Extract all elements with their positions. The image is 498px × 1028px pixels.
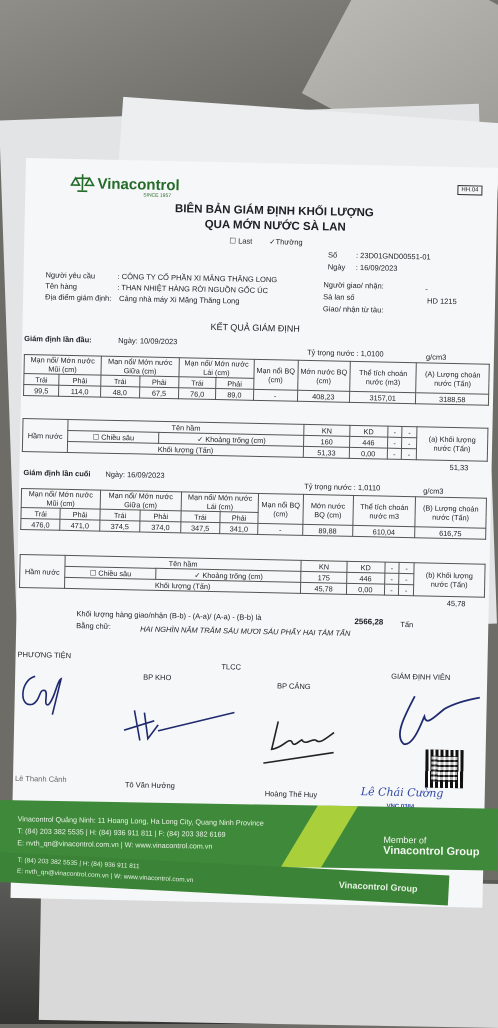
cell: - bbox=[402, 448, 417, 459]
cell: 67,5 bbox=[139, 387, 179, 399]
cell: 45,78 bbox=[301, 582, 347, 594]
cell: 76,0 bbox=[179, 388, 216, 400]
footer-phones: T: (84) 203 382 5535 | H: (84) 936 911 811 | F: (84) 203 382 6169 bbox=[17, 826, 226, 839]
cell: 446 bbox=[347, 572, 385, 584]
last-survey-label: Giám định lần cuối bbox=[23, 468, 91, 479]
cell: - bbox=[387, 426, 402, 437]
amount-in-words: HAI NGHÌN NĂM TRĂM SÁU MƯƠI SÁU PHẨY HAI TÁM TẤN bbox=[140, 624, 351, 638]
underlying-footer-phones: T: (84) 203 382 5535 | H: (84) 936 911 811 bbox=[17, 856, 140, 871]
goods-value: : THAN NHIỆT HÀNG RỜI NGUỒN GỐC ÚC bbox=[117, 282, 269, 296]
signature-port bbox=[253, 711, 354, 773]
vinacontrol-logo-icon bbox=[69, 173, 95, 194]
col-left: Trái bbox=[181, 511, 220, 523]
kd-header: KD bbox=[350, 425, 388, 437]
summary-value: 2566,28 bbox=[354, 616, 384, 627]
cell: 89,88 bbox=[302, 524, 353, 536]
header-mid: Mạn nổi/ Mớn nước Giữa (cm) bbox=[101, 356, 180, 377]
cell: 0,00 bbox=[349, 447, 387, 459]
cell: 408,23 bbox=[297, 390, 349, 402]
cell: 341,0 bbox=[219, 523, 258, 535]
footer-member bbox=[383, 835, 480, 859]
col-right: Phải bbox=[220, 512, 259, 524]
cell: - bbox=[402, 426, 417, 437]
cell: - bbox=[258, 523, 302, 535]
col-left: Trái bbox=[24, 374, 59, 386]
cell: 374,0 bbox=[140, 521, 181, 533]
header-displacement: (A) Lượng choán nước (Tấn) bbox=[416, 363, 489, 395]
col-left: Trái bbox=[179, 377, 216, 389]
last-density-unit: g/cm3 bbox=[423, 486, 444, 496]
ship-label: Giao/ nhận từ tàu: bbox=[322, 304, 384, 315]
cell: - bbox=[387, 437, 402, 448]
first-tank-table bbox=[22, 418, 489, 462]
signer-name-4: Lê Chái Cường bbox=[360, 785, 444, 800]
depth-option: ☐ Chiều sâu bbox=[65, 566, 157, 579]
report-number-label: Số bbox=[327, 250, 338, 260]
barge-value: HD 1215 bbox=[427, 296, 457, 307]
deliver-value: - bbox=[425, 284, 428, 294]
header-bow: Mạn nổi/ Mớn nước Mũi (cm) bbox=[24, 355, 101, 376]
cell: 471,0 bbox=[60, 519, 100, 531]
col-right: Phải bbox=[216, 378, 254, 390]
header-volume: Thể tích choán nước m3 bbox=[353, 495, 416, 526]
cell: - bbox=[253, 389, 297, 401]
first-water-mass: 51,33 bbox=[449, 462, 469, 473]
form-code: HH.04 bbox=[457, 185, 482, 196]
header-volume: Thể tích choán nước (m3) bbox=[350, 361, 417, 392]
cell: - bbox=[387, 448, 402, 459]
water-mass-label: (a) Khối lượng nước (Tấn) bbox=[416, 427, 488, 461]
header-bow: Mạn nổi/ Mớn nước Mũi (cm) bbox=[21, 488, 100, 509]
report-title-line1: BIÊN BẢN GIÁM ĐỊNH KHỐI LƯỢNG bbox=[174, 203, 374, 220]
cell: - bbox=[399, 573, 414, 584]
col-right: Phải bbox=[59, 374, 101, 386]
report-title-line2: QUA MỚN NƯỚC SÀ LAN bbox=[204, 218, 346, 234]
cell: - bbox=[399, 584, 414, 595]
qr-code bbox=[425, 750, 464, 789]
tlcc-signer-title: TLCC bbox=[221, 662, 242, 672]
header-stern: Mạn nổi/ Mớn nước Lái (cm) bbox=[179, 358, 254, 379]
vessel-signer-title: PHƯƠNG TIỆN bbox=[17, 649, 72, 661]
goods-label: Tên hàng bbox=[45, 281, 78, 292]
cell: 3188,58 bbox=[416, 393, 489, 406]
first-density-unit: g/cm3 bbox=[425, 352, 447, 362]
inspector-title: GIÁM ĐỊNH VIÊN bbox=[391, 671, 451, 683]
warehouse-signer-title: BP KHO bbox=[143, 672, 172, 683]
footer-email: E: nvth_qn@vinacontrol.com.vn | W: www.vinacontrol.com.vn bbox=[17, 838, 213, 851]
cell: 347,5 bbox=[181, 522, 220, 534]
cell: - bbox=[384, 584, 399, 595]
option-last: ☐ Last bbox=[229, 236, 253, 246]
inspection-report-sheet bbox=[11, 158, 498, 908]
port-signer-title: BP CẢNG bbox=[276, 681, 311, 692]
cell: 114,0 bbox=[59, 385, 101, 397]
underlying-footer-group: Vinacontrol Group bbox=[338, 879, 418, 894]
tank-name-header: Tên hầm bbox=[68, 419, 304, 435]
brand-since: SINCE 1957 bbox=[143, 192, 172, 200]
last-water-mass: 45,78 bbox=[446, 598, 466, 609]
cell: 476,0 bbox=[21, 518, 61, 530]
signature-warehouse bbox=[114, 700, 245, 753]
cell: - bbox=[384, 573, 399, 584]
footer-member-label: Member of bbox=[383, 834, 427, 846]
report-number: : 23D01GND00551-01 bbox=[355, 250, 431, 262]
tank-name-header: Tên hầm bbox=[65, 555, 301, 571]
kd-header: KD bbox=[347, 561, 385, 573]
depth-option: ☐ Chiều sâu bbox=[68, 430, 160, 443]
cell: 0,00 bbox=[346, 583, 384, 595]
mass-label: Khối lượng (Tấn) bbox=[67, 441, 303, 457]
header-displacement: (B) Lượng choán nước (Tấn) bbox=[415, 497, 486, 528]
cell: 99,5 bbox=[24, 385, 59, 397]
col-left: Trái bbox=[21, 507, 61, 519]
amount-in-words-label: Bằng chữ: bbox=[76, 621, 111, 631]
mass-label: Khối lượng (Tấn) bbox=[64, 577, 300, 593]
ullage-option: ✓ Khoảng trống (cm) bbox=[156, 568, 301, 582]
cell: 160 bbox=[304, 435, 350, 447]
signer-name-2: Tô Văn Hưởng bbox=[124, 780, 175, 791]
ullage-option: ✓ Khoảng trống (cm) bbox=[159, 432, 304, 446]
col-left: Trái bbox=[101, 375, 140, 387]
place-value: Cảng nhà máy Xi Măng Thăng Long bbox=[118, 293, 240, 306]
first-density: Tỷ trọng nước : 1,0100 bbox=[306, 347, 384, 359]
last-tank-table bbox=[19, 554, 486, 598]
cell: 175 bbox=[301, 571, 347, 583]
col-right: Phải bbox=[60, 508, 100, 520]
kn-header: KN bbox=[304, 424, 350, 436]
last-draft-table bbox=[20, 488, 487, 540]
option-regular: ✓Thường bbox=[269, 237, 303, 247]
water-mass-label: (b) Khối lượng nước (Tấn) bbox=[413, 563, 485, 597]
last-density: Tỷ trọng nước : 1,0110 bbox=[304, 481, 381, 493]
place-label: Địa điểm giám định: bbox=[45, 292, 112, 303]
cell: 51,33 bbox=[303, 446, 349, 458]
cell: 3157,01 bbox=[349, 391, 416, 403]
cell: 446 bbox=[349, 436, 387, 448]
cell: 89,0 bbox=[215, 389, 253, 401]
cell: 48,0 bbox=[100, 386, 139, 398]
summary-formula: Khối lượng hàng giao/nhận (B-b) - (A-a)/ (A-a) - (B-b) là bbox=[76, 609, 262, 623]
tank-label: Hầm nước bbox=[20, 554, 66, 588]
first-draft-table bbox=[23, 354, 490, 406]
signer-name-1: Lê Thanh Cảnh bbox=[14, 773, 67, 784]
cell: 374,5 bbox=[99, 520, 140, 532]
signature-vessel bbox=[14, 668, 75, 719]
cell: - bbox=[399, 562, 414, 573]
header-mid: Mạn nổi/ Mớn nước Giữa (cm) bbox=[100, 490, 182, 511]
first-survey-label: Giám định lần đầu: bbox=[24, 334, 92, 345]
header-stern: Mạn nổi/ Mớn nước Lái (cm) bbox=[181, 492, 259, 513]
cell: 616,75 bbox=[415, 527, 486, 539]
first-survey-date: Ngày: 10/09/2023 bbox=[118, 335, 178, 347]
result-title: KẾT QUẢ GIÁM ĐỊNH bbox=[210, 321, 300, 334]
barge-label: Sà lan số bbox=[323, 292, 355, 302]
requester-value: : CÔNG TY CỔ PHẦN XI MĂNG THĂNG LONG bbox=[117, 271, 278, 285]
underlying-footer-email: E: nvth_qn@vinacontrol.com.vn | W: www.vinacontrol.com.vn bbox=[16, 867, 194, 885]
header-avg-draft: Mớn nước BQ (cm) bbox=[302, 494, 353, 525]
col-right: Phải bbox=[140, 510, 181, 522]
cell: 610,04 bbox=[353, 525, 415, 537]
footer-group-name: Vinacontrol Group bbox=[383, 844, 480, 859]
header-avg-freeboard: Mạn nổi BQ (cm) bbox=[258, 493, 303, 524]
report-date: : 16/09/2023 bbox=[355, 262, 398, 273]
tank-label: Hầm nước bbox=[22, 418, 68, 452]
signature-inspector bbox=[374, 685, 485, 757]
footer-stripe bbox=[281, 806, 358, 868]
summary-unit: Tấn bbox=[400, 619, 414, 630]
cell: - bbox=[385, 562, 400, 573]
header-avg-freeboard: Mạn nổi BQ (cm) bbox=[253, 359, 298, 390]
header-avg-draft: Mớn nước BQ (cm) bbox=[297, 360, 350, 391]
col-right: Phải bbox=[139, 376, 179, 388]
brand-name: Vinacontrol bbox=[97, 175, 180, 195]
last-survey-date: Ngày: 16/09/2023 bbox=[105, 469, 165, 480]
footer-address: Vinacontrol Quảng Ninh: 11 Hoang Long, Ha Long City, Quang Ninh Province bbox=[17, 814, 264, 828]
report-date-label: Ngày bbox=[327, 262, 346, 272]
kn-header: KN bbox=[301, 560, 347, 572]
cell: - bbox=[402, 437, 417, 448]
col-left: Trái bbox=[100, 509, 141, 521]
requester-label: Người yêu cầu bbox=[45, 270, 96, 281]
deliver-label: Người giao/ nhận: bbox=[323, 280, 384, 291]
signer-name-3: Hoàng Thế Huy bbox=[264, 789, 318, 800]
